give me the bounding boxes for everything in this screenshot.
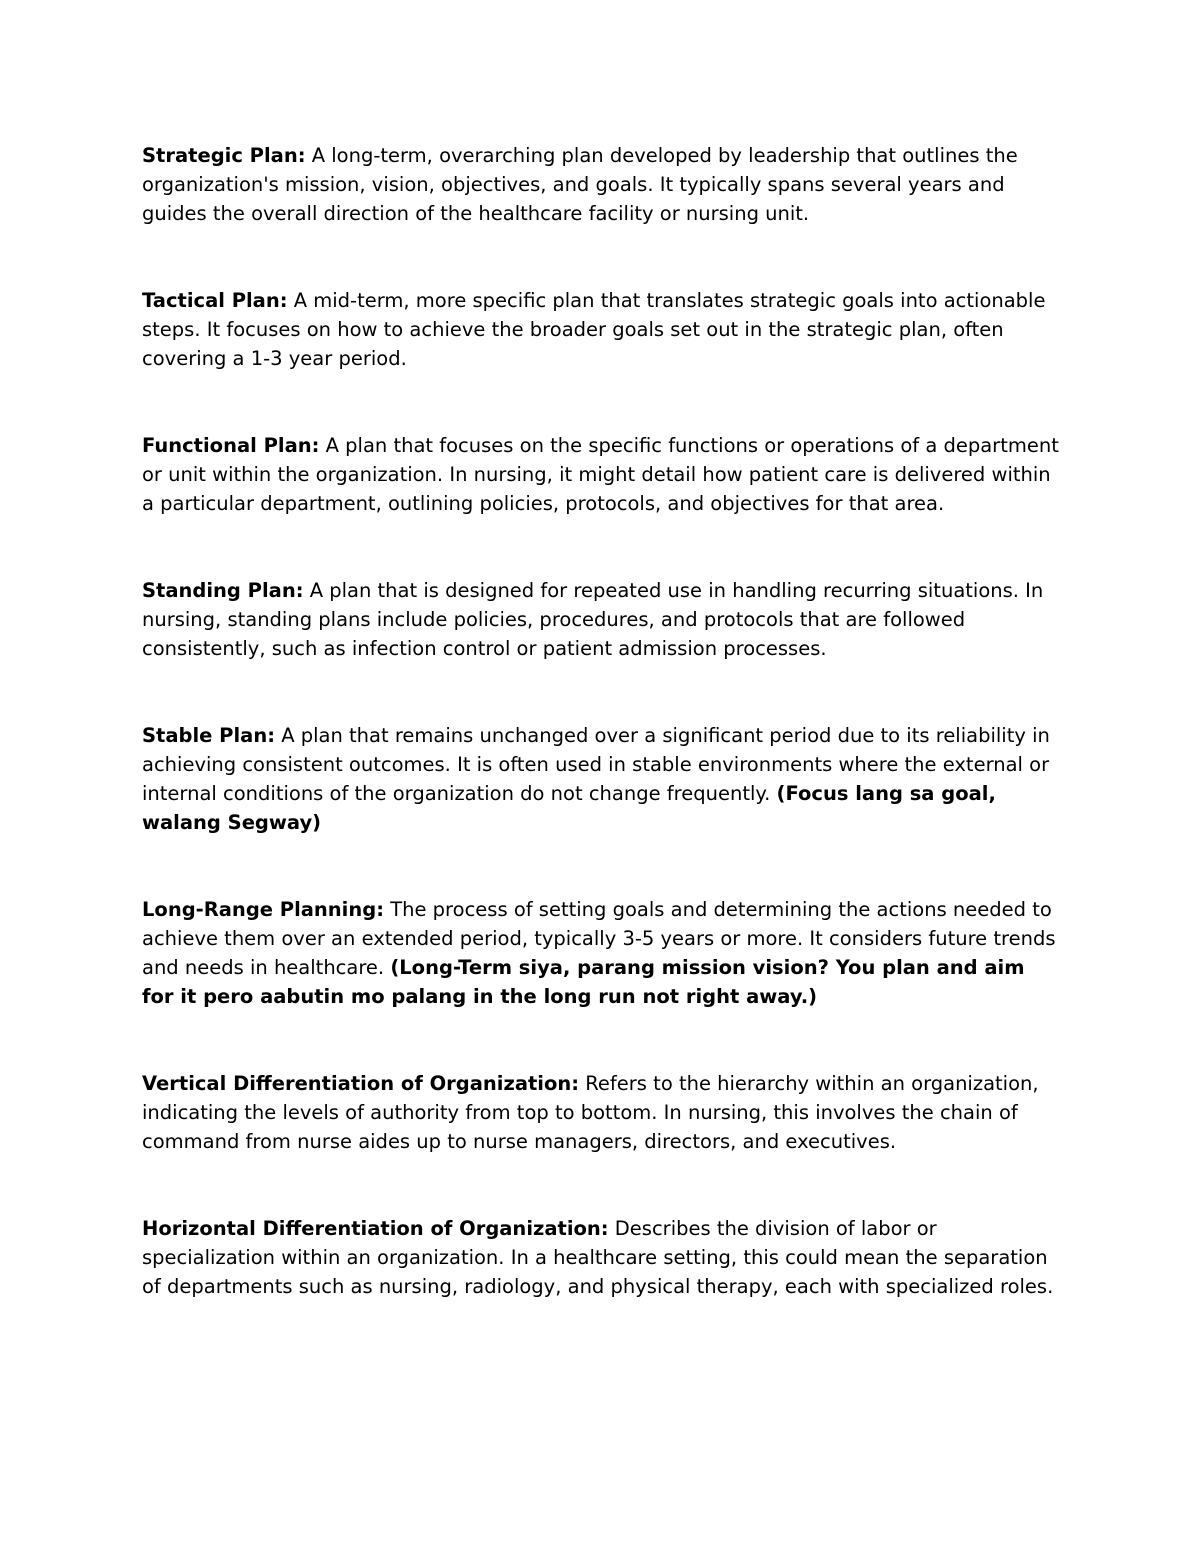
annotation-note: (Long-Term siya, parang mission vision? You plan and aim for it pero aabutin mo palang in the long run not right away.)	[142, 956, 1025, 1008]
definition-text: A plan that is designed for repeated use in handling recurring situations. In nursing, standing plans include policies, procedures, and protocols that are followed consistently, such as infection control or patient admission processes.	[142, 579, 1044, 660]
definition-text: A plan that focuses on the specific functions or operations of a department or unit within the organization. In nursing, it might detail how patient care is delivered within a particular department, outlining policies, protocols, and objectives for that area.	[142, 434, 1059, 515]
definition-text: Describes the division of labor or specialization within an organization. In a healthcare setting, this could mean the separation of departments such as nursing, radiology, and physical therapy, each with specialized roles.	[142, 1217, 1054, 1298]
definition-vertical-differentiation	[142, 1069, 1062, 1156]
definition-text: A mid-term, more specific plan that translates strategic goals into actionable steps. It focuses on how to achieve the broader goals set out in the strategic plan, often covering a 1-3 year period.	[142, 289, 1046, 370]
definition-tactical-plan	[142, 286, 1062, 373]
definition-stable-plan	[142, 721, 1062, 837]
term-label: Long-Range Planning:	[142, 898, 385, 921]
definition-long-range-planning	[142, 895, 1062, 1011]
definition-strategic-plan	[142, 141, 1062, 228]
term-label: Tactical Plan:	[142, 289, 288, 312]
definition-standing-plan	[142, 576, 1062, 663]
definition-horizontal-differentiation	[142, 1214, 1062, 1301]
annotation-note: (Focus lang sa goal, walang Segway)	[142, 782, 996, 834]
definition-text: Refers to the hierarchy within an organization, indicating the levels of authority from top to bottom. In nursing, this involves the chain of command from nurse aides up to nurse managers, directors, and executives.	[142, 1072, 1039, 1153]
term-label: Stable Plan:	[142, 724, 275, 747]
definition-functional-plan	[142, 431, 1062, 518]
term-label: Functional Plan:	[142, 434, 320, 457]
term-label: Standing Plan:	[142, 579, 304, 602]
definitions-list	[142, 141, 1062, 1359]
term-label: Vertical Differentiation of Organization:	[142, 1072, 580, 1095]
definition-text: A long-term, overarching plan developed by leadership that outlines the organization's mission, vision, objectives, and goals. It typically spans several years and guides the overall direction of the healthcare facility or nursing unit.	[142, 144, 1018, 225]
definition-text: The process of setting goals and determining the actions needed to achieve them over an extended period, typically 3-5 years or more. It considers future trends and needs in healthcare.	[142, 898, 1056, 979]
definition-text: A plan that remains unchanged over a significant period due to its reliability in achieving consistent outcomes. It is often used in stable environments where the external or internal conditions of the organization do not change frequently.	[142, 724, 1050, 805]
term-label: Strategic Plan:	[142, 144, 306, 167]
term-label: Horizontal Differentiation of Organization:	[142, 1217, 609, 1240]
